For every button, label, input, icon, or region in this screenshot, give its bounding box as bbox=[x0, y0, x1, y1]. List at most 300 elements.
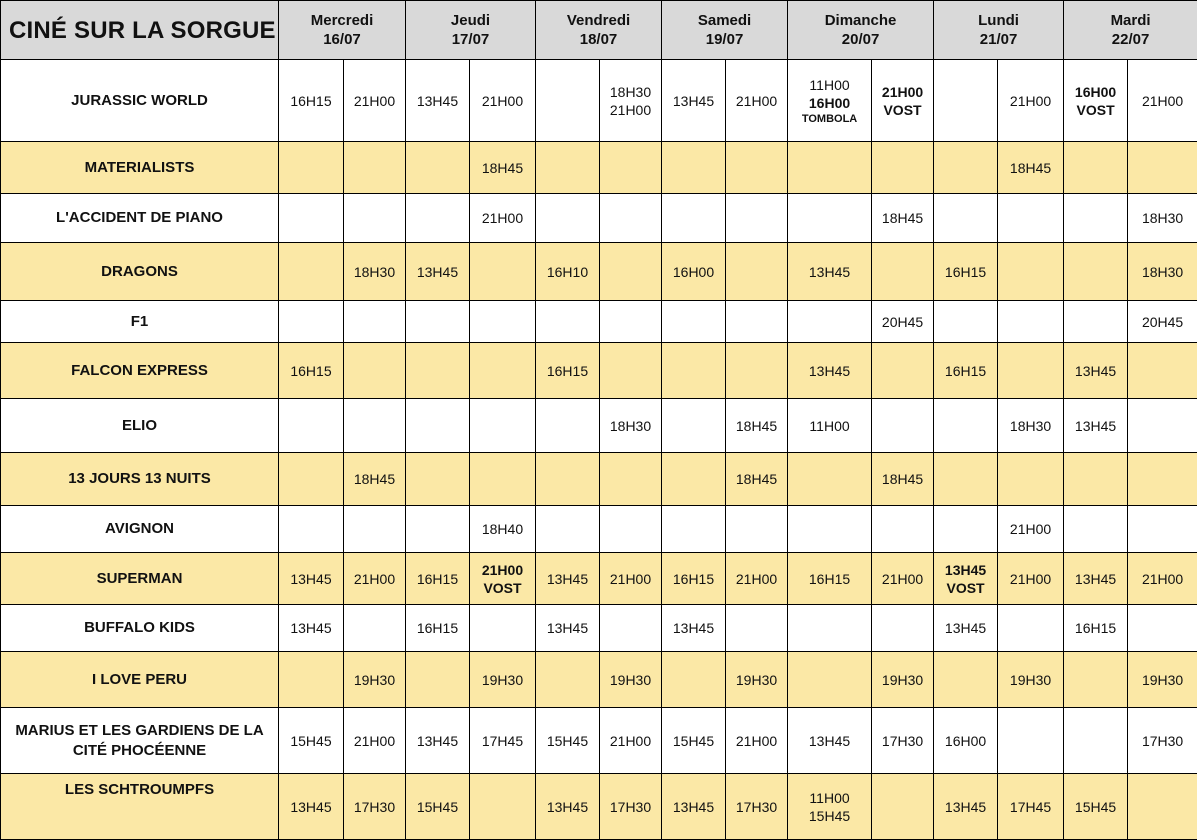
day-header bbox=[662, 1, 788, 60]
showtime: 18H30 bbox=[344, 263, 405, 281]
showtime-cell bbox=[872, 652, 934, 708]
showtime-cell bbox=[1064, 399, 1128, 453]
showtime: 19H30 bbox=[872, 671, 933, 689]
showtime-cell bbox=[1128, 453, 1197, 506]
showtime: 16H00 bbox=[934, 732, 997, 750]
showtime-cell bbox=[470, 142, 536, 194]
showtime-cell bbox=[998, 506, 1064, 553]
showtime-cell bbox=[934, 301, 998, 343]
showtime-cell bbox=[470, 301, 536, 343]
film-row bbox=[1, 708, 1197, 774]
showtime: 11H00 bbox=[788, 417, 871, 435]
showtime-cell bbox=[662, 708, 726, 774]
showtime-cell bbox=[344, 142, 406, 194]
showtime-cell bbox=[726, 774, 788, 840]
showtime: 21H00 bbox=[1128, 92, 1197, 110]
showtime-cell bbox=[279, 708, 344, 774]
showtime-cell bbox=[344, 506, 406, 553]
showtime: 13H45 bbox=[788, 732, 871, 750]
showtime: 17H45 bbox=[470, 732, 535, 750]
showtime-cell bbox=[279, 506, 344, 553]
showtime-cell bbox=[536, 243, 600, 301]
showtime: 13H45 bbox=[934, 798, 997, 816]
showtime: 17H30 bbox=[726, 798, 787, 816]
showtime-cell bbox=[344, 774, 406, 840]
showtime-cell bbox=[600, 774, 662, 840]
showtime: 18H30 bbox=[998, 417, 1063, 435]
showtime-cell bbox=[279, 399, 344, 453]
showtime-cell bbox=[1128, 506, 1197, 553]
day-header bbox=[279, 1, 406, 60]
showtime-cell bbox=[600, 605, 662, 652]
showtime: 15H45 bbox=[662, 732, 725, 750]
showtime-cell bbox=[934, 774, 998, 840]
film-row bbox=[1, 506, 1197, 553]
showtime-cell bbox=[470, 605, 536, 652]
film-title: MATERIALISTS bbox=[1, 142, 279, 194]
showtime-cell bbox=[726, 194, 788, 243]
showtime: 13H45 bbox=[536, 570, 599, 588]
film-rows bbox=[1, 60, 1197, 840]
showtime: 16H15 bbox=[934, 263, 997, 281]
showtime-cell bbox=[788, 343, 872, 399]
showtime: 13H45 bbox=[662, 92, 725, 110]
showtime-cell bbox=[1064, 506, 1128, 553]
showtime-cell bbox=[934, 506, 998, 553]
film-title: ELIO bbox=[1, 399, 279, 453]
showtime-cell bbox=[536, 506, 600, 553]
showtime-cell bbox=[726, 60, 788, 142]
showtime: 21H00 bbox=[470, 209, 535, 227]
showtime-cell bbox=[872, 506, 934, 553]
showtime-cell bbox=[406, 142, 470, 194]
showtime: 13H45 bbox=[279, 798, 343, 816]
showtime: 15H45 bbox=[536, 732, 599, 750]
showtime-cell bbox=[934, 605, 998, 652]
showtime-cell bbox=[470, 506, 536, 553]
film-title: FALCON EXPRESS bbox=[1, 343, 279, 399]
showtime-cell bbox=[934, 553, 998, 605]
film-title: DRAGONS bbox=[1, 243, 279, 301]
showtime: 16H15 bbox=[788, 570, 871, 588]
film-title: LES SCHTROUMPFS bbox=[1, 774, 279, 840]
showtime-cell bbox=[934, 194, 998, 243]
showtime-cell bbox=[1064, 301, 1128, 343]
showtime-cell bbox=[726, 453, 788, 506]
film-row bbox=[1, 399, 1197, 453]
showtime-cell bbox=[726, 708, 788, 774]
showtime-cell bbox=[726, 301, 788, 343]
showtime: 21H00 bbox=[998, 520, 1063, 538]
showtime-cell bbox=[406, 652, 470, 708]
showtime-cell bbox=[872, 301, 934, 343]
day-name: Mardi bbox=[1064, 11, 1197, 30]
showtime-cell bbox=[788, 774, 872, 840]
film-title: MARIUS ET LES GARDIENS DE LA CITÉ PHOCÉENNE bbox=[1, 708, 279, 774]
showtime-cell bbox=[662, 453, 726, 506]
showtime-cell bbox=[600, 142, 662, 194]
showtime: 17H30 bbox=[1128, 732, 1197, 750]
showtime-cell bbox=[726, 605, 788, 652]
showtime-cell bbox=[406, 301, 470, 343]
showtime-cell bbox=[470, 774, 536, 840]
showtime: 21H00 bbox=[726, 570, 787, 588]
film-title: SUPERMAN bbox=[1, 553, 279, 605]
showtime-cell bbox=[600, 652, 662, 708]
showtime-cell bbox=[788, 243, 872, 301]
showtime-cell bbox=[1128, 243, 1197, 301]
showtime-cell bbox=[998, 605, 1064, 652]
showtime: 13H45 bbox=[279, 619, 343, 637]
showtime-cell bbox=[1064, 652, 1128, 708]
showtime-cell bbox=[998, 652, 1064, 708]
showtime-cell bbox=[1128, 774, 1197, 840]
showtime-cell bbox=[872, 453, 934, 506]
showtime: 16H15 bbox=[536, 362, 599, 380]
film-row bbox=[1, 243, 1197, 301]
showtime-cell bbox=[726, 142, 788, 194]
showtime: 21H00 bbox=[726, 92, 787, 110]
showtime-cell bbox=[279, 453, 344, 506]
day-date: 16/07 bbox=[279, 30, 405, 49]
showtime-cell bbox=[872, 194, 934, 243]
film-title: BUFFALO KIDS bbox=[1, 605, 279, 652]
showtime-cell bbox=[662, 301, 726, 343]
showtime-cell bbox=[406, 194, 470, 243]
showtime-cell bbox=[344, 243, 406, 301]
showtime: VOST bbox=[470, 579, 535, 597]
showtime: 16H15 bbox=[406, 619, 469, 637]
showtime: 21H00 bbox=[1128, 570, 1197, 588]
showtime: 18H45 bbox=[726, 470, 787, 488]
showtime: 20H45 bbox=[872, 313, 933, 331]
showtime-cell bbox=[600, 194, 662, 243]
showtime: VOST bbox=[934, 579, 997, 597]
showtime-cell bbox=[662, 194, 726, 243]
showtime: 13H45 bbox=[406, 732, 469, 750]
showtime-cell bbox=[662, 243, 726, 301]
showtime-cell bbox=[406, 343, 470, 399]
showtime-cell bbox=[600, 301, 662, 343]
showtime-cell bbox=[872, 774, 934, 840]
showtime: 21H00 bbox=[872, 570, 933, 588]
showtime: 21H00 bbox=[344, 92, 405, 110]
showtime-cell bbox=[279, 343, 344, 399]
day-name: Dimanche bbox=[788, 11, 933, 30]
showtime-cell bbox=[1064, 453, 1128, 506]
showtime: 13H45 bbox=[788, 263, 871, 281]
showtime-cell bbox=[406, 399, 470, 453]
film-title: F1 bbox=[1, 301, 279, 343]
showtime: 13H45 bbox=[934, 619, 997, 637]
showtime-cell bbox=[279, 194, 344, 243]
showtime-cell bbox=[470, 453, 536, 506]
showtime-cell bbox=[872, 708, 934, 774]
showtime-cell bbox=[1064, 605, 1128, 652]
showtime-cell bbox=[662, 506, 726, 553]
showtime-cell bbox=[1064, 708, 1128, 774]
film-row bbox=[1, 774, 1197, 840]
showtime-cell bbox=[726, 243, 788, 301]
showtime: 11H00 bbox=[788, 789, 871, 807]
showtime-cell bbox=[788, 605, 872, 652]
showtime-cell bbox=[788, 553, 872, 605]
showtime: 21H00 bbox=[998, 92, 1063, 110]
showtime-cell bbox=[998, 553, 1064, 605]
showtime: 15H45 bbox=[788, 807, 871, 825]
showtime-cell bbox=[788, 301, 872, 343]
day-name: Vendredi bbox=[536, 11, 661, 30]
showtime: 18H30 bbox=[600, 417, 661, 435]
showtime: 16H15 bbox=[406, 570, 469, 588]
showtime: 19H30 bbox=[998, 671, 1063, 689]
showtime-cell bbox=[998, 243, 1064, 301]
showtime-cell bbox=[934, 652, 998, 708]
showtime: 18H30 bbox=[600, 83, 661, 101]
showtime-cell bbox=[344, 60, 406, 142]
day-name: Mercredi bbox=[279, 11, 405, 30]
showtime-cell bbox=[872, 142, 934, 194]
showtime: 21H00 bbox=[600, 101, 661, 119]
showtime-cell bbox=[536, 652, 600, 708]
film-row bbox=[1, 652, 1197, 708]
showtime-cell bbox=[279, 605, 344, 652]
showtime-cell bbox=[406, 553, 470, 605]
showtime: 16H15 bbox=[279, 362, 343, 380]
showtime: 16H15 bbox=[1064, 619, 1127, 637]
showtime: 13H45 bbox=[536, 798, 599, 816]
page-title: CINÉ SUR LA SORGUE bbox=[1, 1, 279, 60]
showtime: 18H45 bbox=[470, 159, 535, 177]
showtime-cell bbox=[600, 708, 662, 774]
showtime-cell bbox=[279, 142, 344, 194]
showtime-cell bbox=[344, 453, 406, 506]
showtime-cell bbox=[406, 774, 470, 840]
day-header bbox=[536, 1, 662, 60]
film-title: L'ACCIDENT DE PIANO bbox=[1, 194, 279, 243]
showtime-cell bbox=[344, 605, 406, 652]
showtime-cell bbox=[279, 243, 344, 301]
showtime-cell bbox=[1128, 708, 1197, 774]
day-name: Samedi bbox=[662, 11, 787, 30]
showtime-cell bbox=[788, 399, 872, 453]
showtime: 16H00 bbox=[662, 263, 725, 281]
showtime: TOMBOLA bbox=[788, 112, 871, 126]
showtime-cell bbox=[279, 553, 344, 605]
film-row bbox=[1, 605, 1197, 652]
showtime-cell bbox=[788, 60, 872, 142]
showtime: 13H45 bbox=[934, 561, 997, 579]
showtime: 18H45 bbox=[872, 209, 933, 227]
showtime: 21H00 bbox=[872, 83, 933, 101]
showtime-cell bbox=[600, 506, 662, 553]
showtime-cell bbox=[872, 399, 934, 453]
showtime-cell bbox=[536, 708, 600, 774]
showtime-cell bbox=[344, 399, 406, 453]
showtime: 18H30 bbox=[1128, 209, 1197, 227]
showtime-cell bbox=[536, 453, 600, 506]
showtime-cell bbox=[726, 343, 788, 399]
showtime-cell bbox=[600, 60, 662, 142]
showtime-cell bbox=[536, 301, 600, 343]
showtime-cell bbox=[600, 453, 662, 506]
showtime: 19H30 bbox=[470, 671, 535, 689]
showtime-cell bbox=[662, 652, 726, 708]
showtime: 16H10 bbox=[536, 263, 599, 281]
showtime-cell bbox=[470, 194, 536, 243]
showtime-cell bbox=[1128, 553, 1197, 605]
showtime-cell bbox=[344, 343, 406, 399]
showtime-cell bbox=[344, 652, 406, 708]
showtime-cell bbox=[470, 243, 536, 301]
showtime-cell bbox=[1128, 399, 1197, 453]
showtime: 16H00 bbox=[1064, 83, 1127, 101]
showtime-cell bbox=[344, 301, 406, 343]
showtime-cell bbox=[934, 399, 998, 453]
showtime-cell bbox=[406, 506, 470, 553]
showtime: 17H45 bbox=[998, 798, 1063, 816]
showtime: 17H30 bbox=[344, 798, 405, 816]
showtime: VOST bbox=[1064, 101, 1127, 119]
showtime-cell bbox=[872, 60, 934, 142]
showtime: 18H45 bbox=[998, 159, 1063, 177]
showtime-cell bbox=[536, 774, 600, 840]
header-row bbox=[1, 1, 1197, 60]
showtime-cell bbox=[470, 60, 536, 142]
showtime-cell bbox=[934, 243, 998, 301]
showtime-cell bbox=[726, 399, 788, 453]
showtime-cell bbox=[279, 60, 344, 142]
showtime-cell bbox=[934, 343, 998, 399]
showtime-cell bbox=[934, 708, 998, 774]
showtime-cell bbox=[726, 506, 788, 553]
showtime-cell bbox=[536, 343, 600, 399]
day-date: 22/07 bbox=[1064, 30, 1197, 49]
showtime-cell bbox=[344, 708, 406, 774]
film-row bbox=[1, 343, 1197, 399]
showtime-cell bbox=[1128, 652, 1197, 708]
day-date: 17/07 bbox=[406, 30, 535, 49]
showtime-cell bbox=[279, 301, 344, 343]
showtime: 13H45 bbox=[788, 362, 871, 380]
film-title: 13 JOURS 13 NUITS bbox=[1, 453, 279, 506]
showtime-cell bbox=[470, 553, 536, 605]
showtime-cell bbox=[872, 553, 934, 605]
showtime-cell bbox=[998, 301, 1064, 343]
showtime-cell bbox=[934, 142, 998, 194]
showtime: 20H45 bbox=[1128, 313, 1197, 331]
showtime: 15H45 bbox=[1064, 798, 1127, 816]
showtime: 17H30 bbox=[600, 798, 661, 816]
showtime-cell bbox=[1128, 60, 1197, 142]
showtime-cell bbox=[726, 553, 788, 605]
day-header bbox=[406, 1, 536, 60]
day-header bbox=[788, 1, 934, 60]
showtime-cell bbox=[662, 605, 726, 652]
showtime: 17H30 bbox=[872, 732, 933, 750]
showtime: 18H40 bbox=[470, 520, 535, 538]
showtime: 19H30 bbox=[726, 671, 787, 689]
showtime-cell bbox=[934, 60, 998, 142]
showtime-cell bbox=[788, 652, 872, 708]
showtime: 19H30 bbox=[344, 671, 405, 689]
showtime: 13H45 bbox=[662, 798, 725, 816]
showtime: 21H00 bbox=[998, 570, 1063, 588]
showtime-cell bbox=[1064, 243, 1128, 301]
day-date: 21/07 bbox=[934, 30, 1063, 49]
showtime-cell bbox=[788, 194, 872, 243]
showtime-cell bbox=[1064, 60, 1128, 142]
film-row bbox=[1, 194, 1197, 243]
showtime-cell bbox=[536, 60, 600, 142]
showtime-cell bbox=[1128, 194, 1197, 243]
showtime-cell bbox=[470, 708, 536, 774]
film-row bbox=[1, 301, 1197, 343]
showtime-cell bbox=[998, 60, 1064, 142]
showtime-cell bbox=[1128, 142, 1197, 194]
showtime-cell bbox=[934, 453, 998, 506]
showtime-cell bbox=[279, 774, 344, 840]
showtime-cell bbox=[872, 343, 934, 399]
showtime-cell bbox=[600, 343, 662, 399]
day-date: 18/07 bbox=[536, 30, 661, 49]
showtime-cell bbox=[1064, 774, 1128, 840]
showtime: 18H45 bbox=[344, 470, 405, 488]
showtime: 15H45 bbox=[406, 798, 469, 816]
showtime: 13H45 bbox=[279, 570, 343, 588]
showtime-cell bbox=[279, 652, 344, 708]
film-row bbox=[1, 553, 1197, 605]
showtime-cell bbox=[998, 399, 1064, 453]
showtime-cell bbox=[662, 553, 726, 605]
showtime: 18H30 bbox=[1128, 263, 1197, 281]
showtime-cell bbox=[1064, 343, 1128, 399]
showtime-cell bbox=[662, 343, 726, 399]
showtime-cell bbox=[600, 399, 662, 453]
showtime: 21H00 bbox=[470, 92, 535, 110]
showtime: 13H45 bbox=[1064, 570, 1127, 588]
showtime-cell bbox=[406, 708, 470, 774]
showtime: 16H15 bbox=[662, 570, 725, 588]
showtime-cell bbox=[536, 553, 600, 605]
showtime-cell bbox=[998, 453, 1064, 506]
day-date: 20/07 bbox=[788, 30, 933, 49]
showtime-cell bbox=[872, 243, 934, 301]
showtime-cell bbox=[998, 194, 1064, 243]
film-title: AVIGNON bbox=[1, 506, 279, 553]
showtime-cell bbox=[788, 453, 872, 506]
showtime: 16H00 bbox=[788, 94, 871, 112]
showtime: 21H00 bbox=[344, 570, 405, 588]
showtime-cell bbox=[536, 142, 600, 194]
showtime-cell bbox=[662, 142, 726, 194]
showtime-cell bbox=[600, 243, 662, 301]
film-row bbox=[1, 453, 1197, 506]
showtime-cell bbox=[406, 243, 470, 301]
showtime: 11H00 bbox=[788, 76, 871, 94]
showtime: 16H15 bbox=[934, 362, 997, 380]
film-row bbox=[1, 142, 1197, 194]
showtime: 13H45 bbox=[662, 619, 725, 637]
showtime-cell bbox=[662, 774, 726, 840]
showtime-cell bbox=[470, 652, 536, 708]
showtime: 18H45 bbox=[726, 417, 787, 435]
showtime-cell bbox=[1128, 605, 1197, 652]
showtime: VOST bbox=[872, 101, 933, 119]
day-name: Lundi bbox=[934, 11, 1063, 30]
showtime-cell bbox=[788, 142, 872, 194]
showtime: 19H30 bbox=[1128, 671, 1197, 689]
